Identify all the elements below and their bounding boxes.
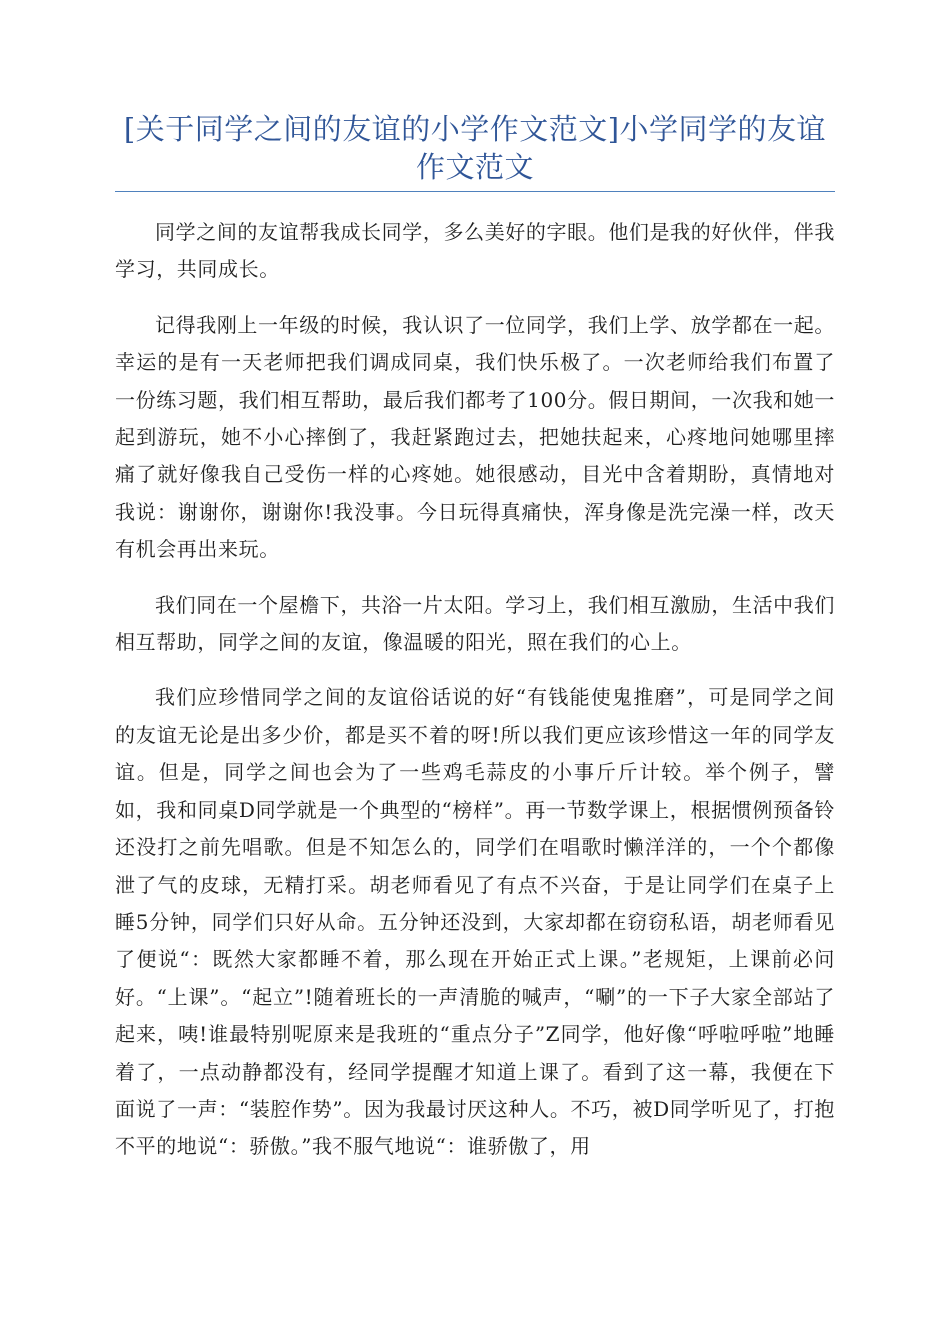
- document-title: [关于同学之间的友谊的小学作文范文]小学同学的友谊作文范文: [123, 112, 827, 184]
- paragraph-2: 记得我刚上一年级的时候，我认识了一位同学，我们上学、放学都在一起。幸运的是有一天老师把我们调成同桌，我们快乐极了。一次老师给我们布置了一份练习题，我们相互帮助，最后我们都考了100分。假日期间，一次我和她一起到游玩，她不小心摔倒了，我赶紧跑过去，把她扶起来，心疼地问她哪里摔痛了就好像我自己受伤一样的心疼她。她很感动，目光中含着期盼，真情地对我说：谢谢你，谢谢你!我没事。今日玩得真痛快，浑身像是洗完澡一样，改天有机会再出来玩。: [115, 312, 835, 562]
- title-underline-divider: [115, 191, 835, 192]
- document-page: [115, 110, 835, 1184]
- paragraph-3: 我们同在一个屋檐下，共浴一片太阳。学习上，我们相互激励，生活中我们相互帮助，同学之间的友谊，像温暖的阳光，照在我们的心上。: [115, 592, 835, 655]
- paragraph-1: 同学之间的友谊帮我成长同学，多么美好的字眼。他们是我的好伙伴，伴我学习，共同成长。: [115, 220, 835, 282]
- paragraph-4: 我们应珍惜同学之间的友谊俗话说的好“有钱能使鬼推磨”，可是同学之间的友谊无论是出多少价，都是买不着的呀!所以我们更应该珍惜这一年的同学友谊。但是，同学之间也会为了一些鸡毛蒜皮的小事斤斤计较。举个例子，譬如，我和同桌D同学就是一个典型的“榜样”。再一节数学课上，根据惯例预备铃还没打之前先唱歌。但是不知怎么的，同学们在唱歌时懒洋洋的，一个个都像泄了气的皮球，无精打采。胡老师看见了有点不兴奋，于是让同学们在桌子上睡5分钟，同学们只好从命。五分钟还没到，大家却都在窃窃私语，胡老师看见了便说“：既然大家都睡不着，那么现在开始正式上课。”老规矩，上课前必问好。“上课”。“起立”!随着班长的一声清脆的喊声，“唰”的一下子大家全部站了起来，咦!谁最特别呢原来是我班的“重点分子”Z同学，他好像“呼啦呼啦”地睡着了，一点动静都没有，经同学提醒才知道上课了。看到了这一幕，我便在下面说了一声：“装腔作势”。因为我最讨厌这种人。不巧，被D同学听见了，打抱不平的地说“：骄傲。”我不服气地说“：谁骄傲了，用: [115, 685, 835, 1159]
- document-body: [115, 214, 835, 1166]
